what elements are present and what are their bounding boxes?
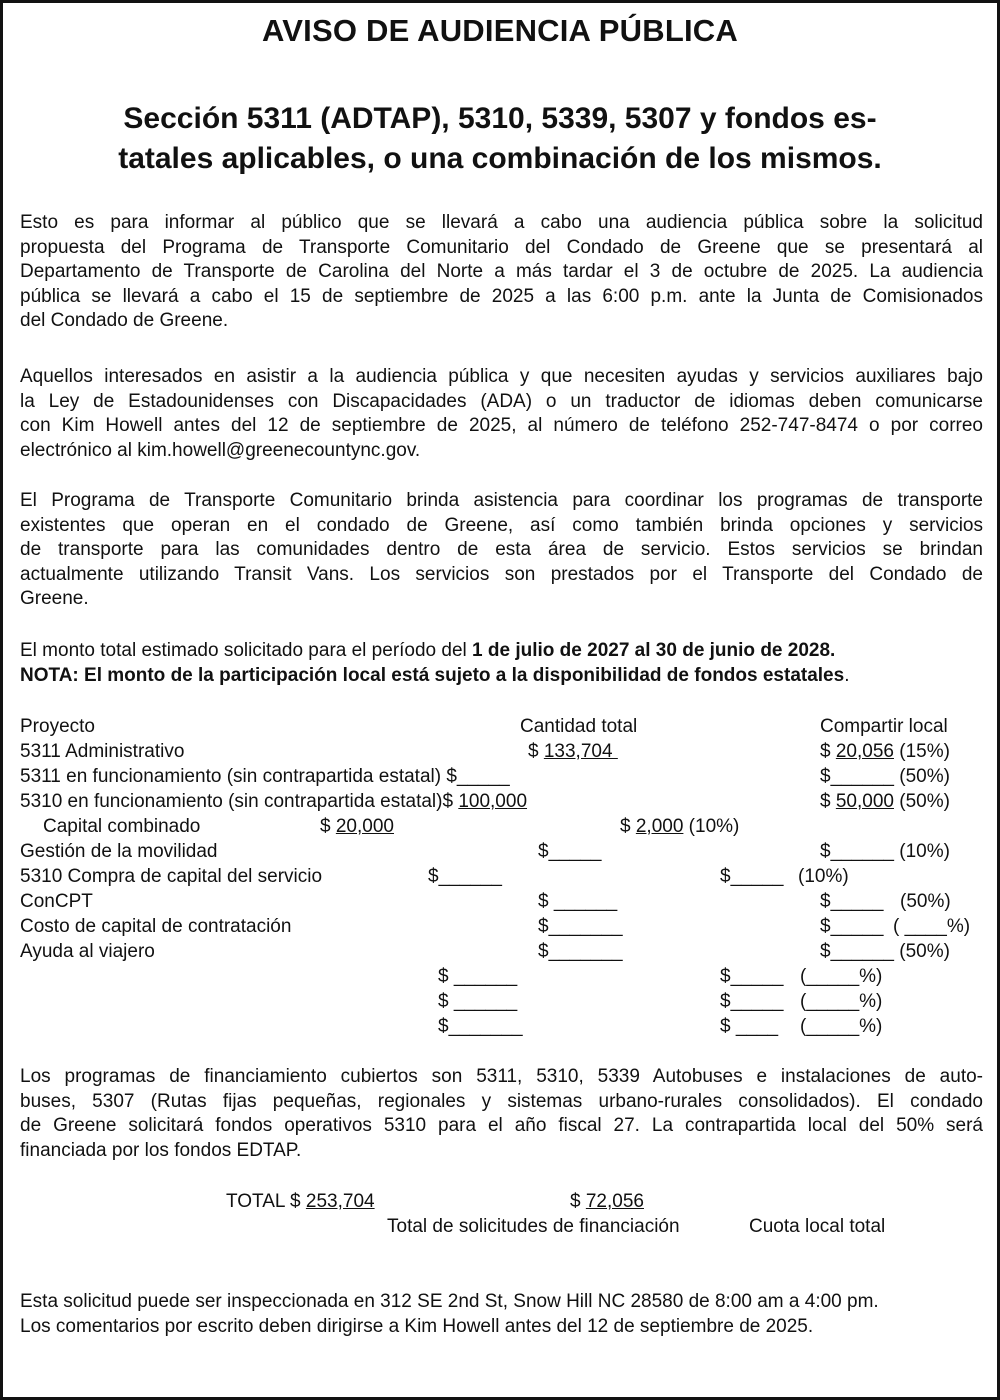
text-line: actualmente utilizando Transit Vans. Los servicios son prestados por el Transporte del Condado de [20, 563, 983, 585]
table-row-total: $_______ [538, 916, 623, 937]
table-header-local: Compartir local [820, 716, 948, 737]
table-row-local: $_____ [720, 991, 784, 1012]
table-row-local: $______ (50%) [820, 766, 950, 787]
text-line: de Greene solicitará fondos operativos 5310 para el año fiscal 27. La contrapartida local del 50% será [20, 1115, 983, 1136]
table-row-total: $ 20,000 [320, 816, 394, 837]
notice-title: AVISO DE AUDIENCIA PÚBLICA [262, 13, 738, 48]
text-line: Esto es para informar al público que se llevará a cabo una audiencia pública sobre la solicitud [20, 212, 983, 233]
text-line: Los comentarios por escrito deben dirigirse a Kim Howell antes del 12 de septiembre de 2025. [20, 1315, 814, 1337]
text-line: Los programas de financiamiento cubiertos son 5311, 5310, 5339 Autobuses e instalaciones de auto- [20, 1066, 983, 1087]
table-row-total: $_______ [438, 1016, 523, 1037]
table-header-total: Cantidad total [520, 716, 638, 737]
grand-total [226, 1189, 375, 1214]
table-row-pct: (_____%) [800, 1016, 883, 1037]
text-line: Esta solicitud puede ser inspeccionada en 312 SE 2nd St, Snow Hill NC 28580 de 8:00 am a 4:00 pm. [20, 1291, 879, 1312]
table-row-pct: ( ____%) [893, 916, 971, 937]
table-row-total: $_____ [538, 841, 602, 862]
local-total [570, 1189, 644, 1214]
table-row-local: $_____ [720, 966, 784, 987]
text-line [20, 664, 983, 689]
local-caption: Cuota local total [749, 1216, 886, 1237]
table-row-label: Ayuda al viajero [20, 941, 155, 962]
table-row-label: 5311 en funcionamiento (sin contrapartida estatal) $_____ [20, 766, 510, 787]
table-row-total: $_______ [538, 941, 623, 962]
table-row-label: Costo de capital de contratación [20, 916, 292, 937]
amount-paragraph [20, 639, 983, 688]
text-line: electrónico al kim.howell@greenecountync.gov. [20, 439, 421, 461]
hearing-paragraph [20, 211, 983, 334]
table-row-local: $_____ [720, 866, 784, 887]
table-row-label: 5311 Administrativo [20, 741, 185, 762]
text-line: pública se llevará a cabo el 15 de septiembre de 2025 a las 6:00 p.m. ante la Junta de Comisionados [20, 285, 983, 307]
funding-programs-paragraph [20, 1065, 983, 1163]
total-amount: 253,704 [305, 1191, 375, 1212]
text-line: del Condado de Greene. [20, 310, 229, 331]
table-row-local: $ ____ [720, 1016, 779, 1037]
period-dates: 1 de julio de 2027 al 30 de junio de 2028. [472, 640, 836, 661]
table-row-local: $_____ [820, 916, 884, 937]
table-row-pct: (50%) [900, 891, 951, 912]
table-row-local: $______ (50%) [820, 941, 950, 962]
table-row-total: $ ______ [438, 966, 518, 987]
table-row-label: ConCPT [20, 891, 93, 912]
text-line: financiada por los fondos EDTAP. [20, 1139, 302, 1161]
table-row-total: $ ______ [438, 991, 518, 1012]
text-line: de transporte para las comunidades dentro de esta área de servicio. Estos servicios se brindan [20, 539, 983, 560]
local-total-label: $ [570, 1191, 586, 1212]
table-row-pct: (_____%) [800, 991, 883, 1012]
closing-paragraph [20, 1290, 983, 1339]
table-row-label: 5310 en funcionamiento (sin contrapartida estatal)$ 100,000 [20, 791, 528, 812]
text-line: Aquellos interesados en asistir a la audiencia pública y que necesiten ayudas y servicios auxiliares bajo [20, 366, 983, 387]
table-row-local: $_____ [820, 891, 884, 912]
text-line: buses, 5307 (Rutas fijas pequeñas, regionales y sistemas urbano-rurales consolidados). El condado [20, 1090, 983, 1112]
table-row-pct: (_____%) [800, 966, 883, 987]
text-line: Departamento de Transporte de Carolina del Norte a más tardar el 3 de octubre de 2025. La audiencia [20, 261, 983, 282]
text-line: propuesta del Programa de Transporte Comunitario del Condado de Greene que se presentará al [20, 236, 983, 258]
table-row-total: $______ [428, 866, 502, 887]
table-row-local: $______ (10%) [820, 841, 950, 862]
total-caption: Total de solicitudes de financiación [387, 1216, 680, 1237]
table-row-local: $ 50,000 (50%) [820, 791, 950, 812]
accessibility-paragraph [20, 365, 983, 463]
total-label: TOTAL $ [226, 1191, 306, 1212]
period-intro: El monto total estimado solicitado para el período del [20, 640, 473, 661]
note-period: . [844, 664, 850, 686]
local-total-amount: 72,056 [585, 1191, 644, 1212]
note-text: NOTA: El monto de la participación local está sujeto a la disponibilidad de fondos estatales [20, 664, 845, 686]
text-line: existentes que operan en el condado de Greene, así como también brinda opciones y servicios [20, 514, 983, 536]
table-row-label: 5310 Compra de capital del servicio [20, 866, 323, 887]
program-paragraph [20, 489, 983, 612]
subtitle-line: tatales aplicables, o una combinación de los mismos. [118, 142, 882, 175]
notice-subtitle [43, 99, 957, 179]
table-row-label: Gestión de la movilidad [20, 841, 218, 862]
text-line: El Programa de Transporte Comunitario brinda asistencia para coordinar los programas de transporte [20, 490, 983, 511]
table-row-label: Capital combinado [43, 816, 201, 837]
text-line: la Ley de Estadounidenses con Discapacidades (ADA) o un traductor de idiomas deben comunicarse [20, 390, 983, 412]
table-row-local: $ 2,000 (10%) [620, 816, 740, 837]
table-row-total: $ ______ [538, 891, 618, 912]
table-row-total: $ 133,704 [528, 741, 618, 762]
table-header-project: Proyecto [20, 716, 95, 737]
text-line: Greene. [20, 588, 89, 609]
subtitle-line: Sección 5311 (ADTAP), 5310, 5339, 5307 y fondos es- [123, 102, 877, 135]
text-line [20, 639, 983, 664]
table-row-local: $ 20,056 (15%) [820, 741, 950, 762]
table-row-pct: (10%) [798, 866, 849, 887]
text-line: con Kim Howell antes del 12 de septiembre de 2025, al número de teléfono 252-747-8474 o por correo [20, 415, 983, 436]
